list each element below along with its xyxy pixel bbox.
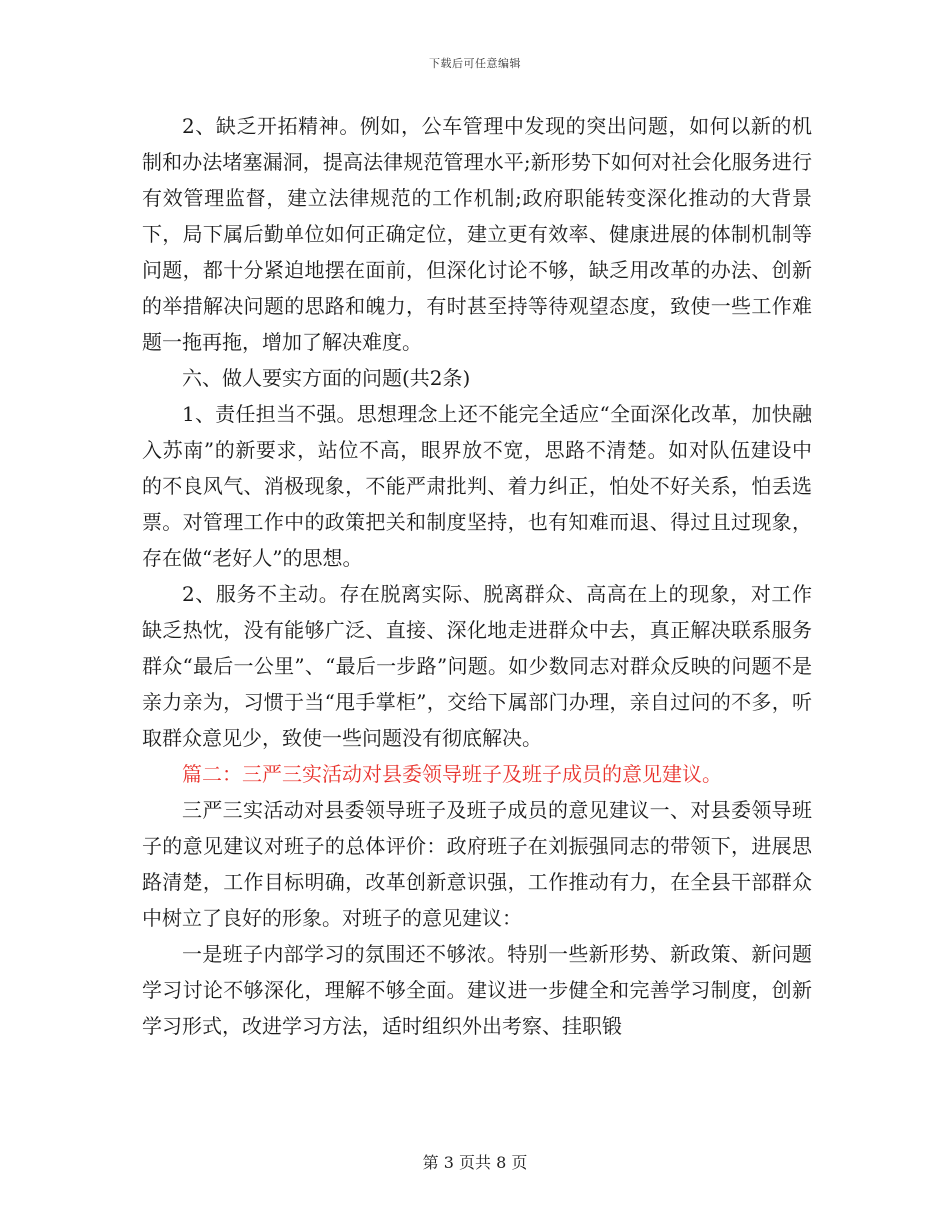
paragraph-weak-responsibility: 1、责任担当不强。思想理念上还不能完全适应“全面深化改革，加快融入苏南”的新要求，站位不高，眼界放不宽，思路不清楚。如对队伍建设中的不良风气、消极现象，不能严肃批判、着力纠正，怕处不好关系，怕丢选票。对管理工作中的政策把关和制度坚持，也有知难而退、得过且过现象，存在做“老好人”的思想。: [142, 402, 812, 570]
paragraph-study-atmosphere: 一是班子内部学习的氛围还不够浓。特别一些新形势、新政策、新问题学习讨论不够深化，理解不够全面。建议进一步健全和完善学习制度，创新学习形式，改进学习方法，适时组织外出考察、挂职锻: [142, 942, 812, 1038]
page-header-note: 下载后可任意编辑: [429, 57, 521, 70]
document-body: [142, 108, 812, 1044]
paragraph-lack-of-pioneering: 2、缺乏开拓精神。例如，公车管理中发现的突出问题，如何以新的机制和办法堵塞漏洞，提高法律规范管理水平;新形势下如何对社会化服务进行有效管理监督，建立法律规范的工作机制;政府职能转变深化推动的大背景下，局下属后勤单位如何正确定位，建立更有效率、健康进展的体制机制等问题，都十分紧迫地摆在面前，但深化讨论不够，缺乏用改革的办法、创新的举措解决问题的思路和魄力，有时甚至持等待观望态度，致使一些工作难题一拖再拖，增加了解决难度。: [142, 114, 812, 354]
page-number-footer: 第 3 页共 8 页: [422, 1153, 528, 1172]
heading-section-six: 六、做人要实方面的问题(共2条): [182, 366, 471, 390]
section-title-part-two: 篇二：三严三实活动对县委领导班子及班子成员的意见建议。: [182, 762, 722, 786]
paragraph-passive-service: 2、服务不主动。存在脱离实际、脱离群众、高高在上的现象，对工作缺乏热忱，没有能够广泛、直接、深化地走进群众中去，真正解决联系服务群众“最后一公里”、“最后一步路”问题。如少数同志对群众反映的问题不是亲力亲为，习惯于当“甩手掌柜”，交给下属部门办理，亲自过问的不多，听取群众意见少，致使一些问题没有彻底解决。: [142, 582, 812, 750]
paragraph-overall-evaluation: 三严三实活动对县委领导班子及班子成员的意见建议一、对县委领导班子的意见建议对班子的总体评价：政府班子在刘振强同志的带领下，进展思路清楚，工作目标明确，改革创新意识强，工作推动有力，在全县干部群众中树立了良好的形象。对班子的意见建议：: [142, 798, 812, 930]
